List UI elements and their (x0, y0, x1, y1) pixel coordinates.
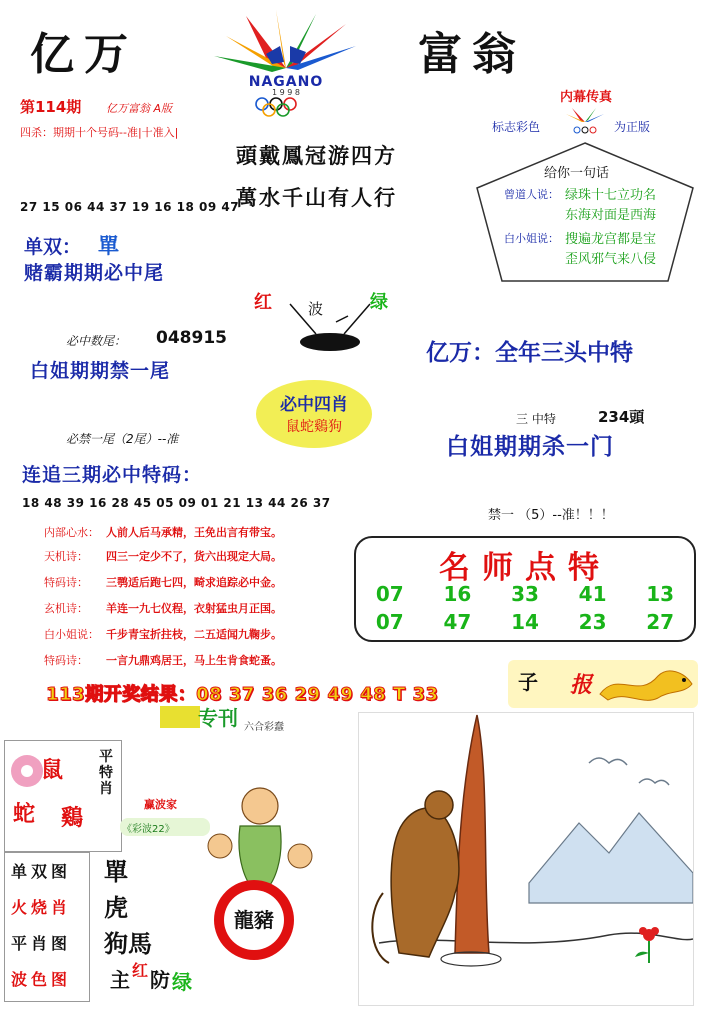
mingshi-number: 41 (578, 582, 607, 606)
poem-row (44, 548, 282, 570)
long-zhu-chars: 龍豬 (234, 908, 274, 932)
fang-char: 防 (150, 968, 170, 992)
poem-label: 天机诗： (44, 550, 88, 563)
chart-list-item: 火烧肖 (11, 898, 72, 917)
pentagon-row1-label: 曾道人说： (504, 188, 559, 201)
pentagon-row2-b: 歪风邪气来八侵 (565, 252, 657, 267)
chase-title: 连追三期必中特码： (22, 464, 203, 486)
three-head-label: 三 中特 (516, 412, 556, 426)
title-left: 亿万 (30, 29, 138, 80)
gou-ma-chars: 狗馬 (104, 929, 152, 958)
inner-title: 内幕传真 (560, 90, 613, 105)
zodiac-mouse: 鼠 (41, 758, 64, 783)
lv-char: 绿 (172, 970, 192, 994)
three-head-value: 234頭 (598, 408, 645, 426)
flower-emblem-icon (206, 6, 366, 124)
slogan-line1: 頭戴鳳冠游四方 (236, 143, 397, 168)
poem-row (44, 600, 282, 622)
dan-char: 單 (104, 857, 128, 886)
logo-year: 1 9 9 8 (272, 88, 300, 97)
forbid-one: 禁一 （5）--准！！！ (488, 508, 614, 523)
four-zodiac-title: 必中四肖 (280, 395, 348, 415)
title-right: 富翁 (418, 29, 526, 80)
logo-text: NAGANO (248, 74, 324, 90)
hong-char: 红 (132, 961, 149, 980)
mingshi-number: 23 (578, 610, 607, 634)
zodiac-chicken: 鷄 (61, 806, 84, 831)
hu-char: 虎 (104, 893, 128, 922)
tail-label: 必中数尾： (66, 334, 127, 348)
wave-middle: 波 (308, 300, 324, 318)
forbid-tail: 必禁一尾（2尾）--准 (66, 432, 179, 446)
mingshi-row1 (356, 582, 694, 606)
pentagon-box (474, 140, 696, 284)
poem-text: 四三一定少不了，货六出现定大局。 (106, 550, 282, 563)
mingshi-number: 47 (443, 610, 472, 634)
banner-zhuankan: 专刊 (198, 706, 238, 730)
zodiac-side: 平特肖 (99, 749, 113, 797)
banner-liuhe: 六合彩蠢 (244, 722, 284, 733)
pentagon-row2-a: 搜遍龙宫都是宝 (565, 232, 657, 247)
baijie-kill: 白姐期期杀一门 (446, 434, 614, 460)
mingshi-number: 16 (443, 582, 472, 606)
poem-text: 三鹗适后跑七四，畸求追踪必中金。 (106, 576, 282, 589)
issue-note: 四杀：期期十个号码--准|十准入| (20, 126, 179, 139)
mingshi-number: 27 (646, 610, 675, 634)
poem-label: 特码诗： (44, 576, 88, 589)
chart-list-item: 波色图 (11, 970, 72, 989)
mingshi-box (354, 536, 696, 642)
single-double-label: 单双： (24, 236, 82, 258)
badge-text: 赢波家 (144, 798, 177, 811)
tail-value: 048915 (156, 328, 227, 348)
poem-text: 千步青宝折拄枝，二五适闻九鞠步。 (106, 628, 282, 641)
pentagon-title: 给你一句话 (544, 166, 610, 181)
result-line: 113期开奖结果：08 37 36 29 49 48 T 33 (46, 684, 439, 705)
zodiac-card (4, 740, 122, 852)
wave-red: 红 (254, 292, 272, 313)
inner-left: 标志彩色 (492, 120, 541, 134)
poem-label: 白小姐说： (44, 628, 99, 641)
ticket-text: 《彩波22》 (122, 824, 175, 835)
tail-sub: 白姐期期禁一尾 (30, 360, 171, 382)
wave-green: 绿 (370, 292, 388, 313)
top-numbers: 27 15 06 44 37 19 16 18 09 47 (20, 200, 240, 214)
monkey-illustration (358, 712, 694, 1006)
chart-list-item: 单双图 (11, 862, 72, 881)
poem-row (44, 524, 282, 546)
pentagon-row1-b: 东海对面是西海 (565, 208, 657, 223)
mingshi-number: 07 (375, 610, 404, 634)
poem-label: 内部心水： (44, 526, 99, 539)
chart-list-card (4, 852, 90, 1002)
yiwan-line: 亿万：全年三头中特 (426, 340, 633, 366)
poem-text: 人前人后马承精，王免出言有带宝。 (106, 526, 282, 539)
small-olympic-logo (558, 106, 612, 136)
mingshi-number: 13 (646, 582, 675, 606)
mingshi-title: 名师点特 (439, 550, 611, 586)
inner-right: 为正版 (614, 120, 651, 134)
poem-label: 特码诗： (44, 654, 88, 667)
monkey-tree-icon (359, 713, 693, 1005)
zodiac-snake: 蛇 (13, 802, 36, 827)
banner-zi: 子 (518, 670, 538, 694)
pentagon-row2-label: 白小姐说： (504, 232, 559, 245)
poem-text: 一言九鼎鸡居王，马上生肯食蛇蚤。 (106, 654, 282, 667)
single-double-sub: 赌霸期期必中尾 (24, 262, 165, 284)
cartoon-figures-icon (200, 776, 320, 896)
issue-brand: 亿万富翁 A版 (106, 102, 173, 115)
wave-bowl (250, 282, 410, 362)
ticket (120, 818, 210, 836)
issue-period: 第114期 (20, 98, 82, 116)
mingshi-number: 33 (511, 582, 539, 606)
four-zodiac-animals: 鼠蛇鷄狗 (286, 419, 342, 435)
mingshi-number: 14 (511, 610, 539, 634)
poem-text: 羊连一九七仪程，衣射猛虫月正国。 (106, 602, 282, 615)
olympic-rings-icon (558, 106, 612, 136)
single-double-value: 單 (98, 234, 119, 258)
nagano-logo (206, 6, 366, 124)
mingshi-number: 07 (375, 582, 404, 606)
mingshi-row2 (356, 610, 694, 634)
bottom-left-cluster (0, 716, 356, 1008)
poem-label: 玄机诗： (44, 602, 88, 615)
yinyang-icon (214, 880, 294, 960)
slogan-line2: 萬水千山有人行 (236, 185, 397, 210)
chart-list-item: 平肖图 (11, 934, 72, 953)
poem-row (44, 574, 282, 596)
zhu-char: 主 (110, 968, 130, 992)
zibao-banner (508, 660, 698, 708)
poem-row (44, 626, 282, 648)
chase-numbers: 18 48 39 16 28 45 05 09 01 21 13 44 26 37 (22, 496, 331, 510)
poem-row (44, 652, 282, 674)
four-zodiac-ellipse (256, 380, 372, 448)
banner-bao: 报 (570, 673, 593, 698)
pentagon-row1-a: 绿珠十七立功名 (565, 188, 657, 203)
